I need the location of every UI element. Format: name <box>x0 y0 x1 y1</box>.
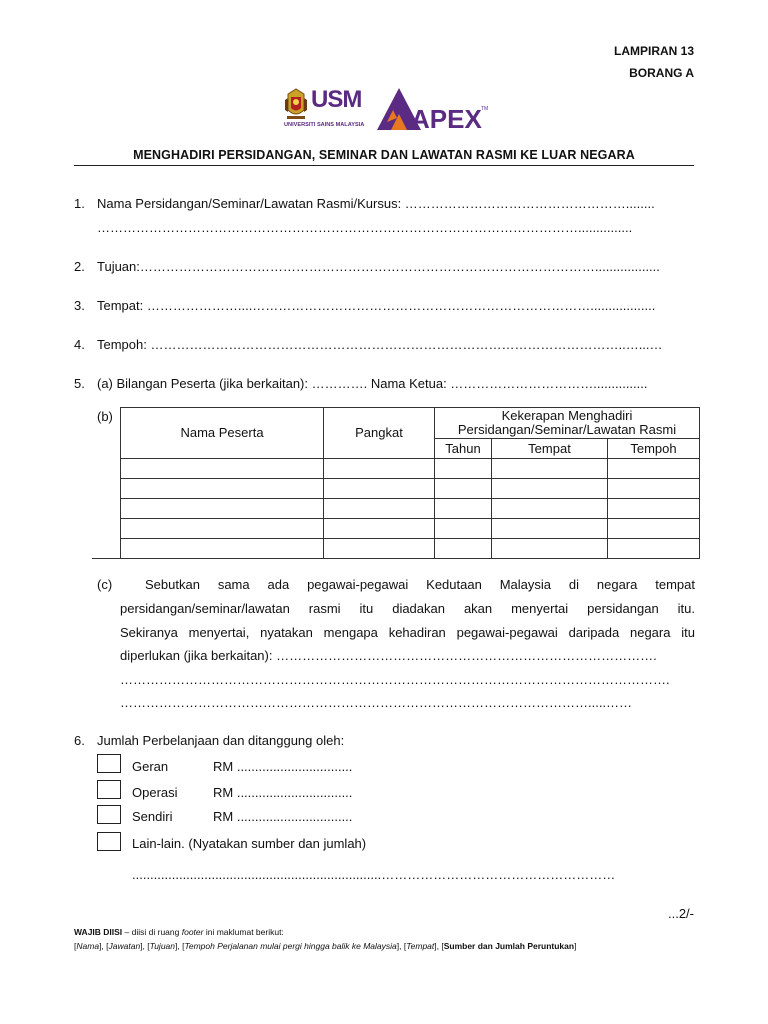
operasi-checkbox[interactable] <box>97 780 121 799</box>
item-5c-field-line3[interactable]: ……………………………………………………………………………………………….....…… <box>120 695 633 710</box>
usm-logo <box>284 86 370 132</box>
item-2-number: 2. <box>74 259 85 274</box>
lain-lain-field[interactable]: .....................................................................……………………………………………… <box>132 867 616 882</box>
table-cell[interactable] <box>608 479 700 499</box>
table-cell[interactable] <box>492 539 608 559</box>
table-cell[interactable] <box>492 519 608 539</box>
apex-tm: TM <box>481 106 489 112</box>
apex-triangle-icon <box>375 84 495 132</box>
table-cell[interactable] <box>121 519 324 539</box>
lain-lain-checkbox[interactable] <box>97 832 121 851</box>
geran-rm-field[interactable]: RM ................................ <box>213 759 353 774</box>
table-cell[interactable] <box>324 539 435 559</box>
table-row <box>121 499 700 519</box>
sub-col-tahun: Tahun <box>435 439 492 459</box>
table-cell[interactable] <box>435 539 492 559</box>
table-cell[interactable] <box>435 479 492 499</box>
footer-sumber: Sumber dan Jumlah Peruntukan <box>443 941 575 951</box>
item-4-number: 4. <box>74 337 85 352</box>
col-kekerapan-line2: Persidangan/Seminar/Lawatan Rasmi <box>457 422 677 437</box>
item-1-name-field[interactable]: Nama Persidangan/Seminar/Lawatan Rasmi/Kursus: ……………………………………………........ <box>97 196 655 211</box>
item-4-tempoh-field[interactable]: Tempoh: ………………………………………………………………………………………………..…...… <box>97 337 663 352</box>
sub-col-tempoh: Tempoh <box>608 439 700 459</box>
table-cell[interactable] <box>324 499 435 519</box>
sendiri-checkbox[interactable] <box>97 805 121 824</box>
footer-tempoh: Tempoh Perjalanan mulai pergi hingga balik ke Malaysia <box>184 941 397 951</box>
item-1-number: 1. <box>74 196 85 211</box>
table-cell[interactable] <box>121 479 324 499</box>
table-cell[interactable] <box>492 459 608 479</box>
item-2-tujuan-field[interactable]: Tujuan:…………………………………………………………………………………………….................. <box>97 259 660 274</box>
operasi-rm-field[interactable]: RM ................................ <box>213 785 353 800</box>
page-continuation: ...2/- <box>667 906 694 921</box>
table-cell[interactable] <box>492 499 608 519</box>
footer-jawatan: Jawatan <box>108 941 141 951</box>
geran-label: Geran <box>132 759 169 774</box>
table-cell[interactable] <box>121 499 324 519</box>
table-cell[interactable] <box>435 519 492 539</box>
item-5c-line2: persidangan/seminar/lawatan rasmi itu diadakan akan menyertai persidangan itu. <box>120 601 695 616</box>
item-5b-label: (b) <box>97 409 113 424</box>
sendiri-label: Sendiri <box>132 809 173 824</box>
col-nama-peserta: Nama Peserta <box>121 408 324 459</box>
title-rule <box>74 165 694 166</box>
lampiran-label: LAMPIRAN 13 <box>613 44 694 58</box>
footer-tempat: Tempat <box>406 941 435 951</box>
item-5c-line3: Sekiranya menyertai, nyatakan mengapa kehadiran pegawai-pegawai daripada negara itu <box>120 625 695 640</box>
apex-logo <box>375 84 495 132</box>
wajib-rest-1: – diisi di ruang <box>122 927 182 937</box>
table-cell[interactable] <box>492 479 608 499</box>
operasi-label: Operasi <box>132 785 178 800</box>
table-cell[interactable] <box>435 499 492 519</box>
footer-nama: Nama <box>76 941 100 951</box>
wajib-diisi: WAJIB DIISI <box>74 927 123 937</box>
table-cell[interactable] <box>121 459 324 479</box>
item-3-number: 3. <box>74 298 85 313</box>
item-5-number: 5. <box>74 376 85 391</box>
item-5a-bilangan-field[interactable]: (a) Bilangan Peserta (jika berkaitan): …………. Nama Ketua: ……………………………............... <box>97 376 648 391</box>
wajib-rest-2: ini maklumat berikut: <box>203 927 284 937</box>
table-cell[interactable] <box>608 519 700 539</box>
sendiri-rm-field[interactable]: RM ................................ <box>213 809 353 824</box>
table-cell[interactable] <box>608 499 700 519</box>
footer-instruction <box>74 927 284 937</box>
item-1-name-field-line2[interactable]: …………………………………………………………………………………………………............... <box>97 220 633 235</box>
geran-checkbox[interactable] <box>97 754 121 773</box>
table-cell[interactable] <box>435 459 492 479</box>
table-cell[interactable] <box>324 479 435 499</box>
item-5c-line1: Sebutkan sama ada pegawai-pegawai Kedutaan Malaysia di negara tempat <box>145 577 695 592</box>
participants-table <box>120 407 700 559</box>
form-title: MENGHADIRI PERSIDANGAN, SEMINAR DAN LAWATAN RASMI KE LUAR NEGARA <box>133 148 635 162</box>
item-6-number: 6. <box>74 733 85 748</box>
col-kekerapan-line1: Kekerapan Menghadiri <box>501 408 633 423</box>
table-header-row <box>121 408 700 439</box>
col-pangkat: Pangkat <box>324 408 435 459</box>
table-row <box>121 459 700 479</box>
table-row <box>121 539 700 559</box>
table-row <box>121 479 700 499</box>
borang-label: BORANG A <box>629 66 694 80</box>
item-5c-field-line2[interactable]: ………………………………………………………………………………………………………………. <box>120 672 670 687</box>
col-kekerapan <box>435 408 700 439</box>
footer-word: footer <box>181 927 204 937</box>
usm-subtitle: UNIVERSITI SAINS MALAYSIA <box>284 122 365 128</box>
table-cell[interactable] <box>608 539 700 559</box>
table-cell[interactable] <box>324 519 435 539</box>
sub-col-tempat: Tempat <box>492 439 608 459</box>
usm-wordmark: USM <box>311 86 362 113</box>
footer-fields-list: [Nama], [Jawatan], [Tujuan], [Tempoh Perjalanan mulai pergi hingga balik ke Malaysia], [Tempat], [Sumber dan Jumlah Peruntukan] <box>74 941 577 951</box>
lain-lain-label: Lain-lain. (Nyatakan sumber dan jumlah) <box>132 836 367 851</box>
item-5c-label: (c) <box>97 577 113 592</box>
table-row <box>121 519 700 539</box>
apex-wordmark: APEX <box>411 104 482 132</box>
item-6-text: Jumlah Perbelanjaan dan ditanggung oleh: <box>97 733 345 748</box>
item-5c-field-line1[interactable]: diperlukan (jika berkaitan): ……………………………………………………………………………. <box>120 648 657 663</box>
table-cell[interactable] <box>324 459 435 479</box>
footer-tujuan: Tujuan <box>149 941 175 951</box>
table-bottom-rule <box>92 558 699 559</box>
item-3-tempat-field[interactable]: Tempat: …………………....…………………………………………………………………….................. <box>97 298 656 313</box>
table-cell[interactable] <box>121 539 324 559</box>
table-cell[interactable] <box>608 459 700 479</box>
